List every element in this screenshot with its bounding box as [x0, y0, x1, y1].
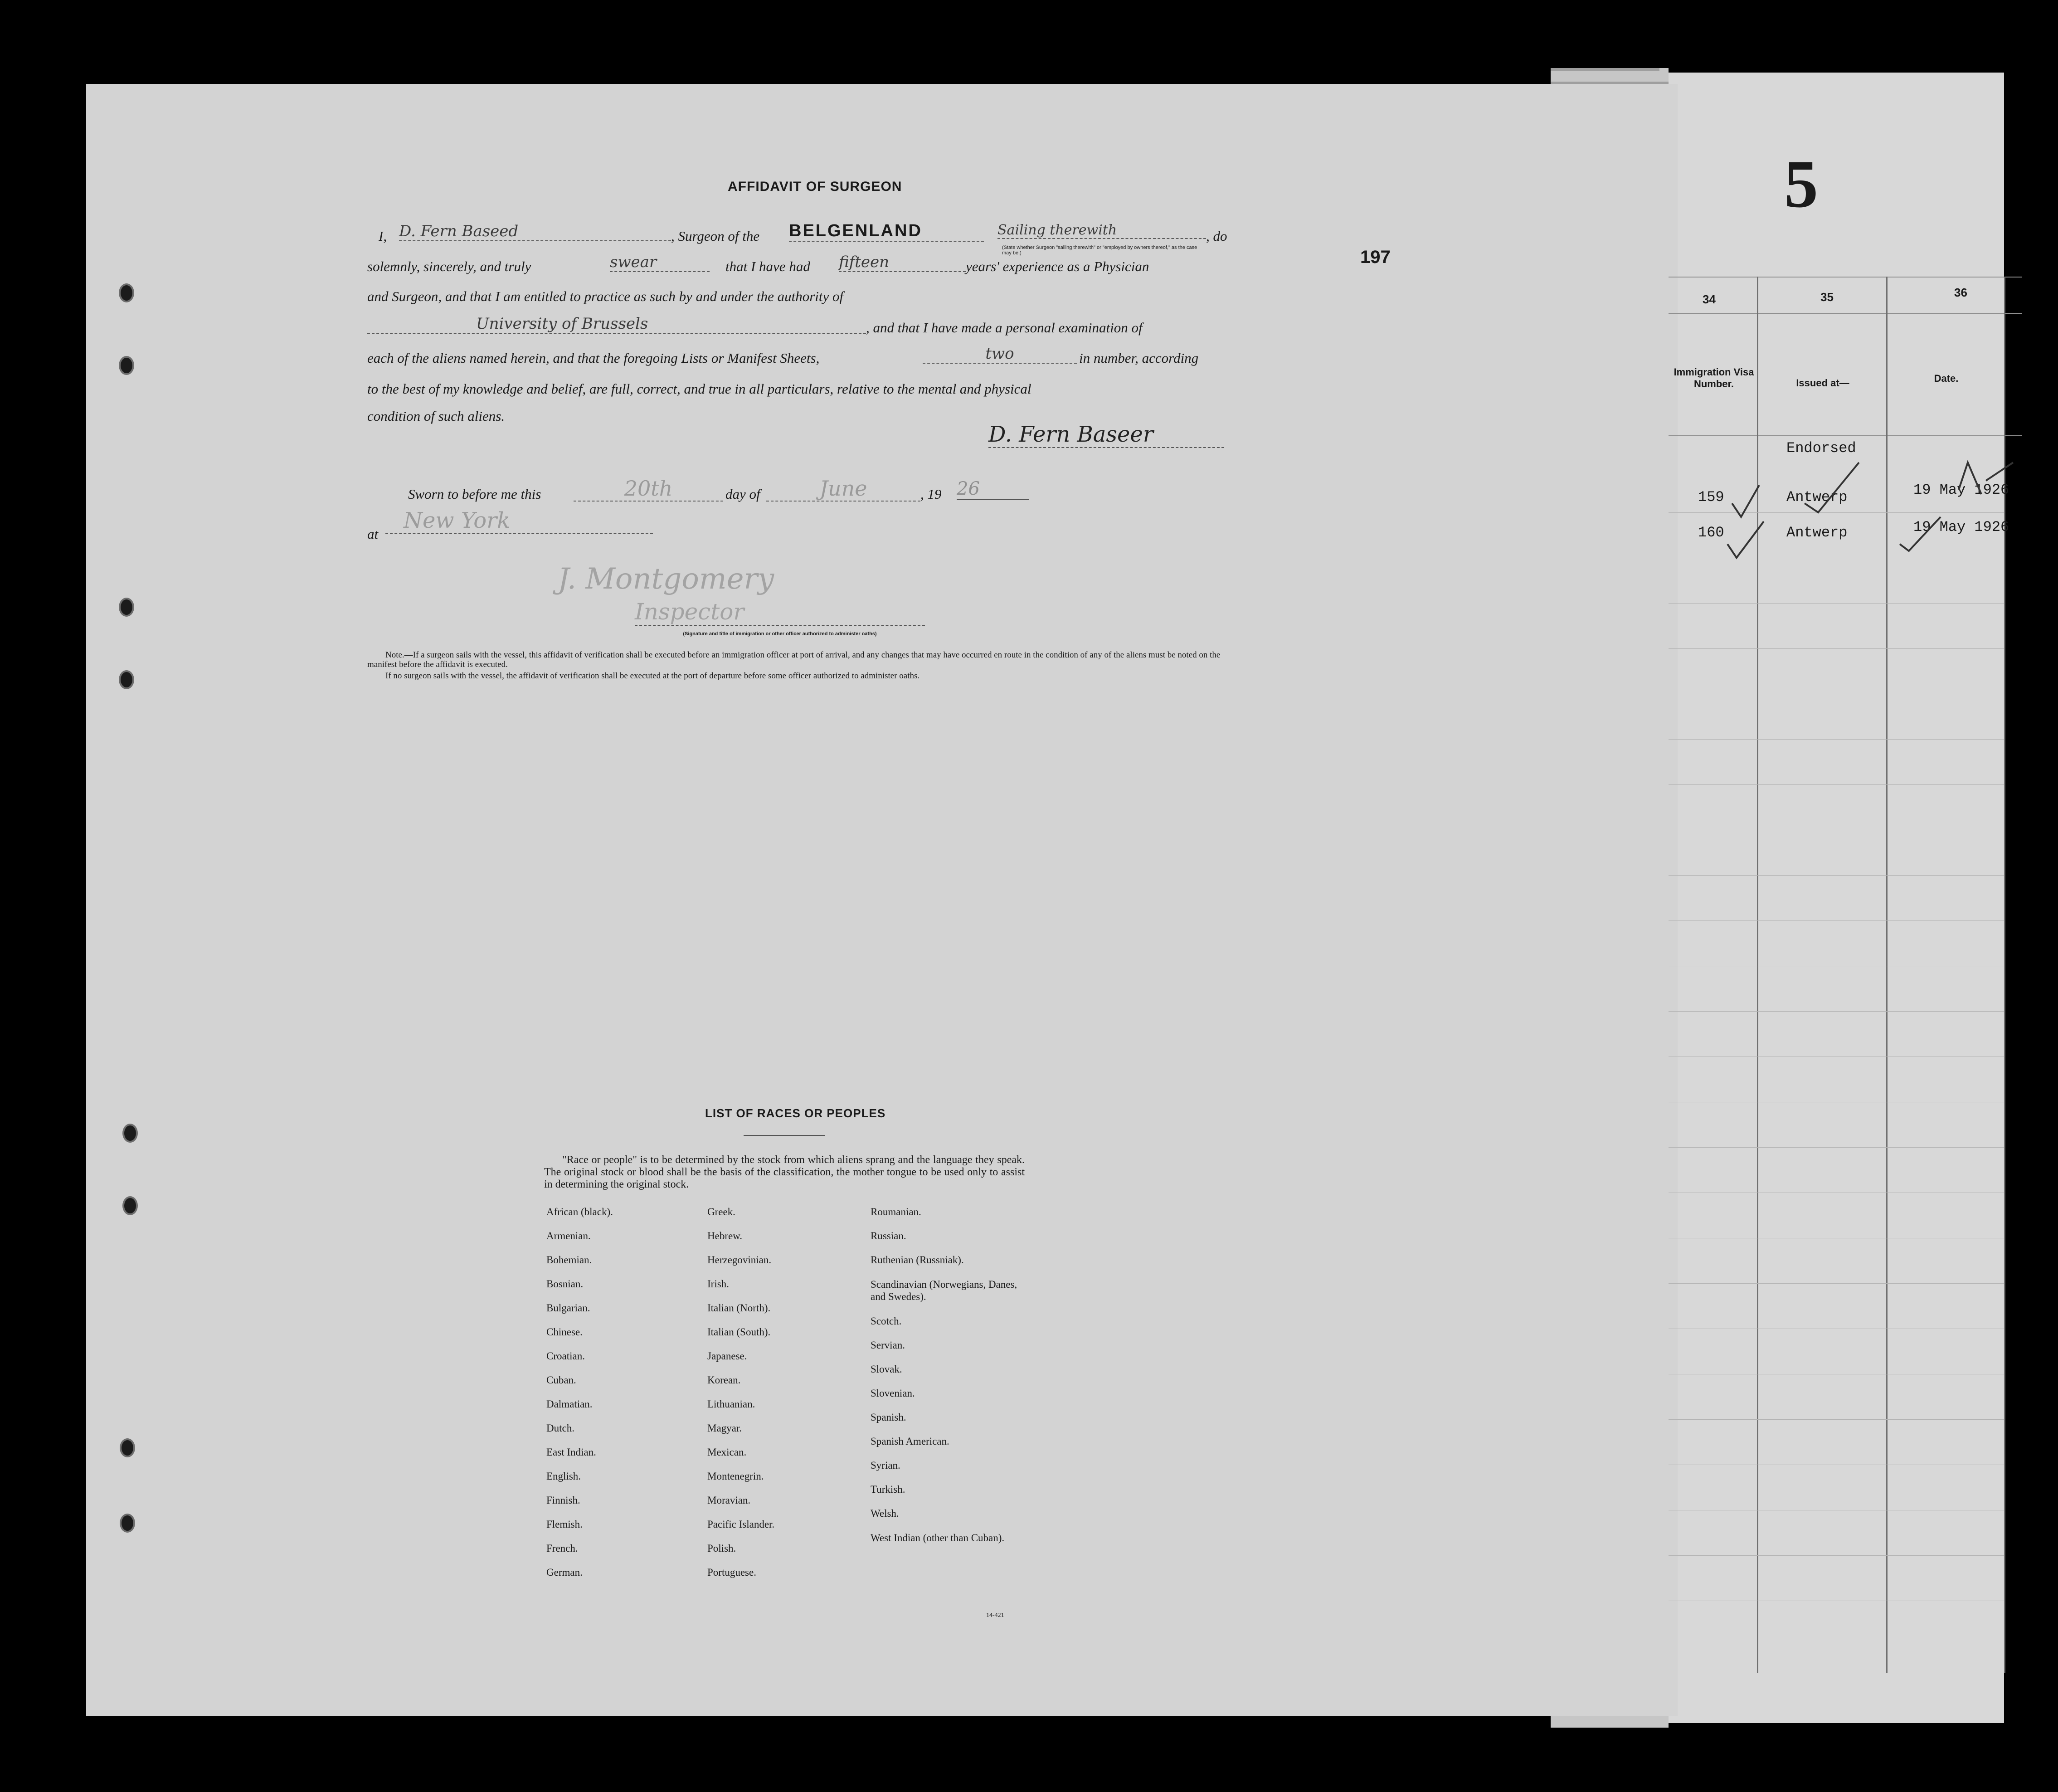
- race-item: Bohemian.: [546, 1254, 592, 1266]
- ledger-rule: [1669, 875, 2004, 876]
- affidavit-text: day of: [725, 486, 760, 502]
- race-item: Flemish.: [546, 1519, 583, 1530]
- race-item: Scotch.: [871, 1315, 902, 1327]
- affidavit-prefix: I,: [379, 228, 387, 244]
- race-item: Herzegovinian.: [707, 1254, 772, 1266]
- binding-hole: [119, 670, 134, 689]
- ledger-rule: [1669, 1419, 2004, 1420]
- affidavit-text: and Surgeon, and that I am entitled to practice as such by and under the authority of: [367, 288, 844, 304]
- ledger-rule: [1669, 1555, 2004, 1556]
- race-item: Bosnian.: [546, 1278, 584, 1290]
- ledger-rule: [1669, 784, 2004, 785]
- race-item: Hebrew.: [707, 1230, 743, 1242]
- issued-at: Antwerp: [1786, 489, 1848, 506]
- binding-hole: [122, 1124, 138, 1143]
- check-mark-icon: [1732, 485, 1759, 517]
- race-item: French.: [546, 1543, 578, 1554]
- race-item: German.: [546, 1567, 583, 1578]
- check-marks: [1669, 453, 2022, 571]
- race-item: Polish.: [707, 1543, 736, 1554]
- race-item: Russian.: [871, 1230, 906, 1242]
- race-item: Mexican.: [707, 1446, 747, 1458]
- column-header-date: Date.: [1934, 373, 1959, 384]
- race-item: Korean.: [707, 1374, 741, 1386]
- affidavit-text: each of the aliens named herein, and that the foregoing Lists or Manifest Sheets,: [367, 350, 820, 366]
- affidavit-text: , 19: [920, 486, 942, 502]
- affidavit-text: solemnly, sincerely, and truly: [367, 258, 531, 274]
- race-item: East Indian.: [546, 1446, 596, 1458]
- race-item: Pacific Islander.: [707, 1519, 775, 1530]
- page-number: 197: [1360, 247, 1391, 267]
- officer-title: Inspector: [635, 599, 925, 626]
- status-note: (State whether Surgeon "sailing therewith" or "employed by owners thereof," as the case may be.): [1002, 245, 1197, 256]
- binding-hole: [122, 1196, 138, 1215]
- officer-signature: J. Montgomery: [558, 562, 774, 596]
- binding-hole: [120, 1514, 135, 1533]
- race-item: Japanese.: [707, 1350, 747, 1362]
- ledger-rule: [1669, 648, 2004, 649]
- surgeon-signature: D. Fern Baseer: [988, 422, 1224, 448]
- sheet-count: two: [923, 345, 1077, 364]
- check-mark-icon: [1959, 463, 2013, 494]
- affidavit-text: at: [367, 526, 379, 542]
- affidavit-text: Sworn to before me this: [408, 486, 541, 502]
- race-item: Greek.: [707, 1206, 735, 1217]
- sworn-month: June: [766, 476, 920, 502]
- affidavit-text: , and that I have made a personal examination of: [866, 320, 1143, 336]
- visa-number: 159: [1698, 489, 1724, 506]
- race-item: Lithuanian.: [707, 1398, 755, 1410]
- affidavit-text: in number, according: [1079, 350, 1199, 366]
- race-item: African (black).: [546, 1206, 613, 1217]
- race-item: Dalmatian.: [546, 1398, 593, 1410]
- sheet-number: 5: [1784, 146, 1818, 222]
- ship-name: BELGENLAND: [789, 221, 984, 242]
- ledger-rule: [1669, 1011, 2004, 1012]
- race-item: Chinese.: [546, 1326, 583, 1338]
- licensing-authority: University of Brussels: [367, 315, 866, 334]
- ledger-rule: [1669, 1283, 2004, 1284]
- column-header-issued-at: Issued at—: [1796, 377, 1849, 389]
- race-item: Armenian.: [546, 1230, 591, 1242]
- race-item: Syrian.: [871, 1460, 900, 1471]
- table-rule: [1669, 277, 2022, 278]
- sworn-year: 26: [957, 478, 1029, 500]
- ledger-rule: [1669, 920, 2004, 921]
- surgeon-name: D. Fern Baseed: [399, 222, 671, 241]
- endorsed-stamp: Endorsed: [1786, 440, 1856, 457]
- races-column-3: [871, 1206, 1025, 1559]
- affidavit-text: to the best of my knowledge and belief, are full, correct, and true in all particulars, relative to the mental and physical: [367, 381, 1031, 397]
- visa-number: 160: [1698, 524, 1724, 541]
- officer-caption: (Signature and title of immigration or other officer authorized to administer oaths): [683, 631, 877, 637]
- race-item: English.: [546, 1471, 581, 1482]
- form-code: 14-421: [986, 1612, 1004, 1619]
- race-item: Cuban.: [546, 1374, 576, 1386]
- binding-hole: [120, 1438, 135, 1457]
- race-item: Dutch.: [546, 1422, 574, 1434]
- race-item: Turkish.: [871, 1484, 905, 1495]
- sworn-place: New York: [385, 508, 653, 534]
- race-item: Spanish.: [871, 1412, 906, 1423]
- race-item: Montenegrin.: [707, 1471, 764, 1482]
- race-item: Finnish.: [546, 1495, 580, 1506]
- affidavit-note: Note.—If a surgeon sails with the vessel, this affidavit of verification shall be executed before an immigration officer at port of arrival, and any changes that may have occurred en route in the condition of any of the aliens must be noted on the manifest before the affidavit is executed.: [367, 650, 1221, 669]
- ledger-rule: [1669, 603, 2004, 604]
- visa-date: 19 May 1926: [1913, 482, 2009, 498]
- table-rule: [1669, 435, 2022, 436]
- race-item: West Indian (other than Cuban).: [871, 1532, 1005, 1544]
- ledger-rule: [1669, 1147, 2004, 1148]
- check-mark-icon: [1805, 463, 1859, 512]
- race-item: Roumanian.: [871, 1206, 921, 1217]
- column-header-visa: Immigration Visa Number.: [1674, 366, 1754, 390]
- oath-word: swear: [610, 253, 710, 272]
- sworn-day: 20th: [574, 476, 723, 502]
- race-item: Portuguese.: [707, 1567, 756, 1578]
- race-item: Croatian.: [546, 1350, 585, 1362]
- affidavit-text: that I have had: [725, 258, 810, 274]
- races-title: LIST OF RACES OR PEOPLES: [705, 1106, 886, 1120]
- race-item: Scandinavian (Norwegians, Danes, and Swedes).: [871, 1279, 1017, 1302]
- sailing-status: Sailing therewith: [997, 222, 1206, 239]
- race-item: Magyar.: [707, 1422, 742, 1434]
- check-mark-icon: [1900, 517, 1941, 551]
- column-number: 36: [1954, 286, 1967, 299]
- table-rule: [1669, 313, 2022, 314]
- divider: [744, 1135, 825, 1136]
- race-item: Moravian.: [707, 1495, 751, 1506]
- race-item: Slovenian.: [871, 1388, 915, 1399]
- column-number: 35: [1820, 290, 1834, 304]
- manifest-right-page: [1669, 73, 2004, 1723]
- races-intro: "Race or people" is to be determined by the stock from which aliens sprang and the language they speak. The original stock or blood shall be the basis of the classification, the mother tongue to be used only to assist in determining the original stock.: [544, 1154, 1025, 1190]
- check-mark-icon: [1727, 521, 1764, 558]
- visa-date: 19 May 1926: [1913, 519, 2009, 536]
- race-item: Bulgarian.: [546, 1302, 590, 1314]
- affidavit-text: years' experience as a Physician: [966, 258, 1149, 274]
- affidavit-text: , do: [1206, 228, 1227, 244]
- affidavit-text: condition of such aliens.: [367, 408, 505, 424]
- race-item: Welsh.: [871, 1508, 899, 1519]
- binding-hole: [119, 356, 134, 375]
- race-item: Irish.: [707, 1278, 729, 1290]
- column-number: 34: [1703, 292, 1716, 306]
- race-item: Italian (South).: [707, 1326, 771, 1338]
- affidavit-title: AFFIDAVIT OF SURGEON: [728, 179, 902, 194]
- race-item: Servian.: [871, 1339, 905, 1351]
- race-item: Ruthenian (Russniak).: [871, 1254, 964, 1266]
- binding-hole: [119, 598, 134, 617]
- race-item: Spanish American.: [871, 1436, 949, 1447]
- race-item: Italian (North).: [707, 1302, 771, 1314]
- affidavit-note: If no surgeon sails with the vessel, the affidavit of verification shall be executed at the port of departure before some officer authorized to administer oaths.: [385, 671, 920, 681]
- ledger-rule: [1669, 739, 2004, 740]
- affidavit-text: , Surgeon of the: [671, 228, 760, 244]
- race-item: Slovak.: [871, 1363, 902, 1375]
- races-column-2: [707, 1206, 774, 1591]
- races-column-1: [546, 1206, 613, 1591]
- binding-hole: [119, 283, 134, 302]
- issued-at: Antwerp: [1786, 524, 1848, 541]
- years-experience: fifteen: [839, 253, 966, 272]
